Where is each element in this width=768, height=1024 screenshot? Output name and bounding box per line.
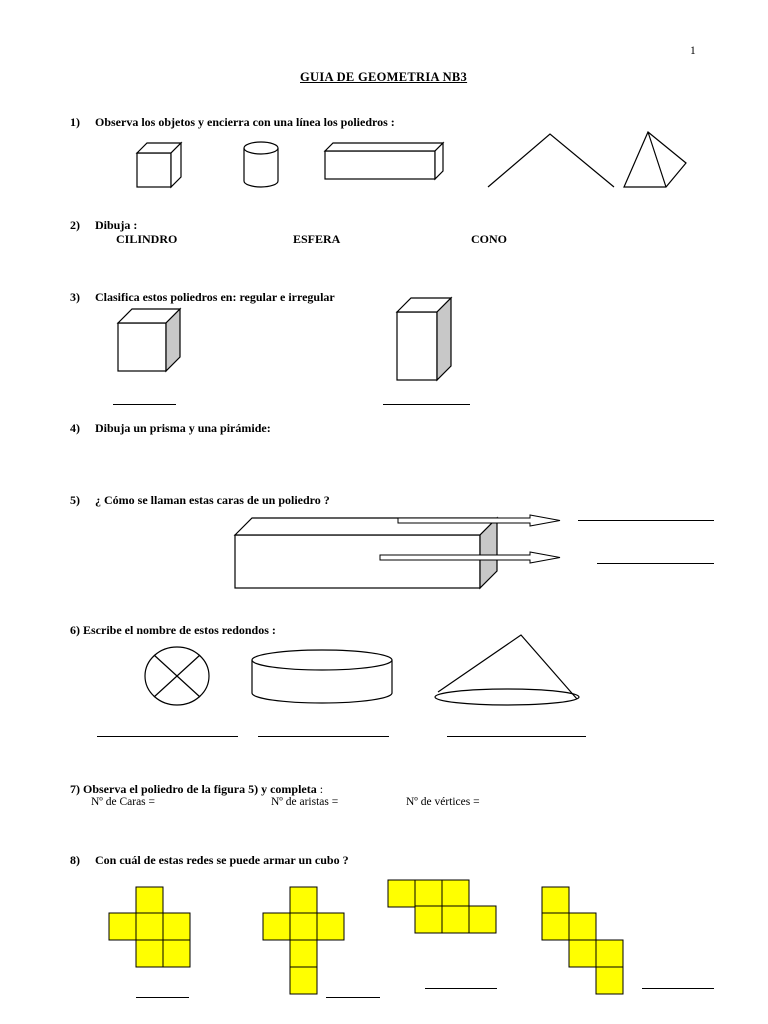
q3-cube: [118, 309, 180, 371]
question-4-number: 4): [70, 421, 80, 435]
q1-angle: [488, 134, 614, 187]
question-2-number: 2): [70, 218, 80, 232]
draw-item-cylinder: CILINDRO: [116, 232, 178, 246]
field-aristas: Nº de aristas =: [271, 796, 339, 808]
field-vertices: Nº de vértices =: [406, 796, 480, 808]
question-8-text: Con cuál de estas redes se puede armar un cubo ?: [95, 853, 349, 867]
q1-tetrahedron: [624, 132, 686, 187]
question-3-number: 3): [70, 290, 80, 304]
question-4-text: Dibuja un prisma y una pirámide:: [95, 421, 271, 435]
field-caras: Nº de Caras =: [91, 796, 156, 808]
question-1-text: Observa los objetos y encierra con una línea los poliedros :: [95, 115, 395, 129]
question-8-number: 8): [70, 853, 80, 867]
question-1-number: 1): [70, 115, 80, 129]
q6-sphere: [145, 647, 209, 705]
question-5-text: ¿ Cómo se llaman estas caras de un poliedro ?: [95, 493, 330, 507]
page-title: GUIA DE GEOMETRIA NB3: [300, 70, 468, 84]
q8-net-1: [109, 887, 190, 967]
question-2-text: Dibuja :: [95, 218, 138, 232]
q6-cylinder: [252, 650, 392, 703]
question-7-main: 7) Observa el poliedro de la figura 5) y completa: [70, 782, 317, 796]
question-3-text: Clasifica estos poliedros en: regular e irregular: [95, 290, 335, 304]
q8-net-3: [388, 880, 496, 933]
draw-item-cone: CONO: [471, 232, 507, 246]
q8-net-2: [263, 887, 344, 994]
page-number: 1: [690, 45, 696, 57]
q6-cone: [435, 635, 579, 705]
q1-cube: [137, 143, 181, 187]
draw-item-sphere: ESFERA: [293, 232, 341, 246]
q3-prism: [397, 298, 451, 380]
question-5-number: 5): [70, 493, 80, 507]
q5-prism: [235, 518, 497, 588]
q1-prism: [325, 143, 443, 179]
question-7-suffix: :: [316, 782, 324, 796]
q1-cylinder: [244, 142, 278, 187]
q8-net-4: [542, 887, 623, 994]
question-6-text: 6) Escribe el nombre de estos redondos :: [70, 623, 276, 637]
